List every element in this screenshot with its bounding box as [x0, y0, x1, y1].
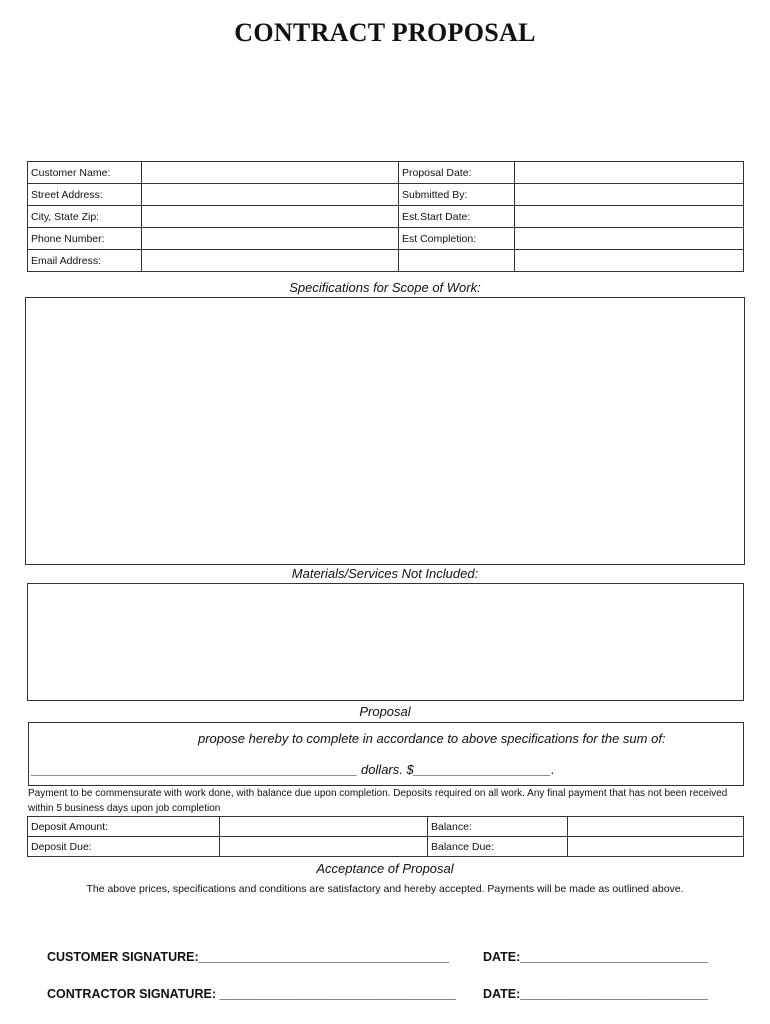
customer-name-field[interactable]	[142, 162, 399, 184]
proposal-date-field[interactable]	[515, 162, 744, 184]
phone-number-label: Phone Number:	[28, 228, 142, 250]
materials-not-included-box[interactable]	[27, 583, 744, 701]
acceptance-statement: The above prices, specifications and conditions are satisfactory and hereby accepted. Payments will be made as outlined above.	[86, 883, 684, 895]
table-row	[28, 250, 744, 272]
scope-of-work-heading: Specifications for Scope of Work:	[289, 280, 481, 295]
city-state-zip-label: City, State Zip:	[28, 206, 142, 228]
balance-due-label: Balance Due:	[428, 837, 568, 857]
street-address-field[interactable]	[142, 184, 399, 206]
deposit-amount-label: Deposit Amount:	[28, 817, 220, 837]
customer-name-label: Customer Name:	[28, 162, 142, 184]
customer-signature-line[interactable]: CUSTOMER SIGNATURE:____________________________________	[47, 950, 449, 964]
phone-number-field[interactable]	[142, 228, 399, 250]
proposal-heading: Proposal	[359, 704, 411, 719]
deposit-table	[27, 816, 744, 857]
submitted-by-label: Submitted By:	[399, 184, 515, 206]
est-completion-field[interactable]	[515, 228, 744, 250]
acceptance-heading: Acceptance of Proposal	[316, 861, 454, 876]
table-row	[28, 228, 744, 250]
document-title: CONTRACT PROPOSAL	[234, 18, 536, 47]
proposal-statement: propose hereby to complete in accordance to above specifications for the sum of:	[198, 731, 666, 746]
empty-label-cell	[399, 250, 515, 272]
city-state-zip-field[interactable]	[142, 206, 399, 228]
table-row	[28, 162, 744, 184]
email-address-field[interactable]	[142, 250, 399, 272]
proposal-amount-line: _____________________________________________ dollars. $___________________.	[32, 762, 555, 777]
est-completion-label: Est Completion:	[399, 228, 515, 250]
deposit-due-label: Deposit Due:	[28, 837, 220, 857]
table-row	[28, 184, 744, 206]
scope-of-work-box[interactable]	[25, 297, 745, 565]
balance-due-field[interactable]	[568, 837, 744, 857]
submitted-by-field[interactable]	[515, 184, 744, 206]
table-row	[28, 817, 744, 837]
email-address-label: Email Address:	[28, 250, 142, 272]
deposit-amount-field[interactable]	[220, 817, 428, 837]
proposal-date-label: Proposal Date:	[399, 162, 515, 184]
balance-label: Balance:	[428, 817, 568, 837]
est-start-date-field[interactable]	[515, 206, 744, 228]
empty-field-cell[interactable]	[515, 250, 744, 272]
payment-terms: Payment to be commensurate with work done, with balance due upon completion. Deposits required on all work. Any final payment that has not been received within 5 business days upon job completion	[28, 788, 728, 814]
est-start-date-label: Est.Start Date:	[399, 206, 515, 228]
contractor-date-line[interactable]: DATE:___________________________	[483, 987, 708, 1001]
table-row	[28, 206, 744, 228]
customer-info-table	[27, 161, 744, 272]
contractor-signature-line[interactable]: CONTRACTOR SIGNATURE: __________________________________	[47, 987, 456, 1001]
street-address-label: Street Address:	[28, 184, 142, 206]
balance-field[interactable]	[568, 817, 744, 837]
materials-not-included-heading: Materials/Services Not Included:	[291, 566, 479, 581]
table-row	[28, 837, 744, 857]
customer-date-line[interactable]: DATE:___________________________	[483, 950, 708, 964]
deposit-due-field[interactable]	[220, 837, 428, 857]
